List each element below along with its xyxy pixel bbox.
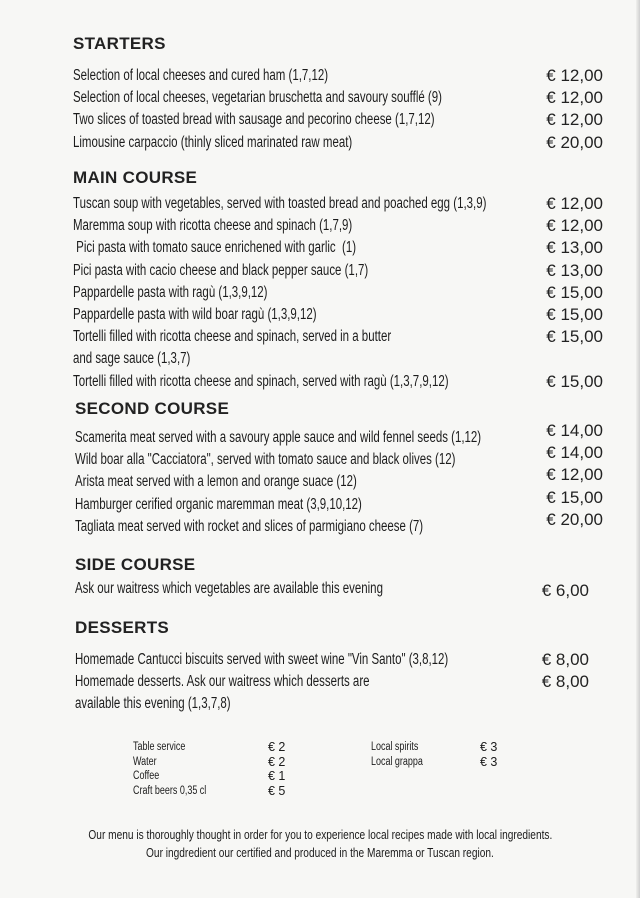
extra-name: Water: [133, 756, 157, 768]
menu-item: [75, 421, 603, 449]
item-name: Wild boar alla "Cacciatora", served with tomato sauce and black olives (12): [75, 451, 456, 469]
item-name: Pici pasta with tomato sauce enrichened with garlic (1): [73, 239, 357, 257]
footer-line-1: [0, 826, 640, 844]
menu-item-continued: [75, 693, 589, 715]
extra-price: € 5: [268, 784, 286, 798]
menu-item: [73, 260, 603, 282]
item-price: € 8,00: [541, 650, 589, 669]
menu-item-continued: [73, 348, 603, 370]
item-name: Tortelli filled with ricotta cheese and spinach, served in a butter: [73, 328, 392, 346]
section-starters: [73, 31, 603, 154]
item-name: Limousine carpaccio (thinly sliced marinated raw meat): [73, 133, 353, 151]
item-name: Tortelli filled with ricotta cheese and spinach, served with ragù (1,3,7,9,12): [73, 372, 449, 390]
item-name: Pici pasta with cacio cheese and black pepper sauce (1,7): [73, 261, 369, 279]
item-name: Pappardelle pasta with ragù (1,3,9,12): [73, 283, 268, 301]
footer-text: Our ingdredient our certified and produced in the Maremma or Tuscan region.: [146, 845, 494, 860]
item-price: € 13,00: [546, 238, 603, 258]
menu-item: [73, 371, 603, 393]
item-name: Selection of local cheeses and cured ham (1,7,12): [73, 67, 329, 84]
menu-item: [73, 237, 603, 259]
menu-item: [73, 87, 603, 109]
item-name: Maremma soup with ricotta cheese and spinach (1,7,9): [73, 217, 353, 235]
menu-item: [75, 509, 603, 538]
item-price: € 12,00: [546, 110, 603, 130]
item-price: € 14,00: [546, 443, 603, 463]
menu-item: [75, 649, 589, 671]
item-price: € 12,00: [546, 66, 603, 85]
menu-item: [73, 215, 603, 237]
item-price: € 6,00: [541, 581, 589, 600]
section-heading: STARTERS: [73, 34, 166, 53]
section-main-course: [73, 165, 603, 393]
item-name: Arista meat served with a lemon and orange suace (12): [75, 473, 357, 491]
item-price: € 8,00: [541, 672, 589, 692]
section-heading: SIDE COURSE: [75, 555, 196, 574]
menu-item: [73, 304, 603, 326]
menu-item: [75, 465, 603, 493]
extra-price: € 1: [268, 769, 286, 783]
item-price: € 15,00: [546, 371, 603, 391]
section-desserts: [75, 615, 589, 716]
item-price: € 15,00: [546, 304, 603, 324]
item-name: Tuscan soup with vegetables, served with toasted bread and poached egg (1,3,9): [73, 195, 487, 212]
menu-item: [73, 109, 603, 131]
item-price: € 12,00: [546, 194, 603, 213]
menu-item: [75, 671, 589, 693]
extra-price: € 3: [480, 755, 498, 769]
item-price: € 15,00: [546, 327, 603, 347]
extra-name: Table service: [133, 741, 186, 753]
menu-item: [73, 65, 603, 87]
extra-price: € 2: [268, 755, 286, 769]
extra-price: € 2: [268, 740, 286, 754]
footer-text: Our menu is thoroughly thought in order for you to experience local recipes made with local ingredients.: [88, 827, 552, 842]
section-second-course: [75, 396, 603, 538]
section-heading: SECOND COURSE: [75, 399, 230, 418]
section-heading: DESSERTS: [75, 618, 170, 637]
item-price: € 20,00: [546, 509, 603, 529]
footer-line-2: [0, 844, 640, 862]
item-name: Ask our waitress which vegetables are available this evening: [75, 580, 383, 597]
extra-name: Coffee: [133, 770, 160, 782]
menu-item: [75, 578, 589, 600]
item-name: Tagliata meat served with rocket and slices of parmigiano cheese (7): [75, 517, 424, 535]
item-name: Homemade desserts. Ask our waitress which desserts are: [75, 673, 370, 691]
item-price: € 12,00: [546, 465, 603, 485]
menu-item: [73, 132, 603, 154]
item-name: Hamburger cerified organic maremman meat (3,9,10,12): [75, 495, 362, 513]
item-name: Scamerita meat served with a savoury apple sauce and wild fennel seeds (1,12): [75, 429, 482, 446]
item-name: Two slices of toasted bread with sausage and pecorino cheese (1,7,12): [73, 111, 435, 129]
menu-item: [73, 282, 603, 304]
item-price: € 14,00: [546, 421, 603, 440]
extra-name: Local grappa: [371, 756, 423, 768]
item-price: € 20,00: [546, 132, 603, 152]
menu-item: [73, 326, 603, 348]
item-price: € 15,00: [546, 487, 603, 507]
item-price: € 12,00: [546, 216, 603, 236]
menu-item: [75, 487, 603, 516]
item-name: Pappardelle pasta with wild boar ragù (1,3,9,12): [73, 305, 317, 323]
menu-item: [73, 193, 603, 215]
item-name: Selection of local cheeses, vegetarian bruschetta and savoury soufflé (9): [73, 89, 442, 107]
section-heading: MAIN COURSE: [73, 168, 198, 187]
item-name: Homemade Cantucci biscuits served with sweet wine "Vin Santo" (3,8,12): [75, 651, 449, 668]
item-name-line2: available this evening (1,3,7,8): [75, 695, 231, 713]
item-price: € 13,00: [546, 260, 603, 280]
item-price: € 12,00: [546, 88, 603, 108]
page-edge-shadow: [636, 0, 640, 898]
extra-name: Craft beers 0,35 cl: [133, 785, 207, 797]
extra-price: € 3: [480, 740, 498, 754]
menu-item: [75, 443, 603, 471]
item-name-line2: and sage sauce (1,3,7): [73, 350, 191, 368]
extra-name: Local spirits: [371, 741, 419, 753]
section-side-course: [75, 552, 589, 600]
item-price: € 15,00: [546, 282, 603, 302]
